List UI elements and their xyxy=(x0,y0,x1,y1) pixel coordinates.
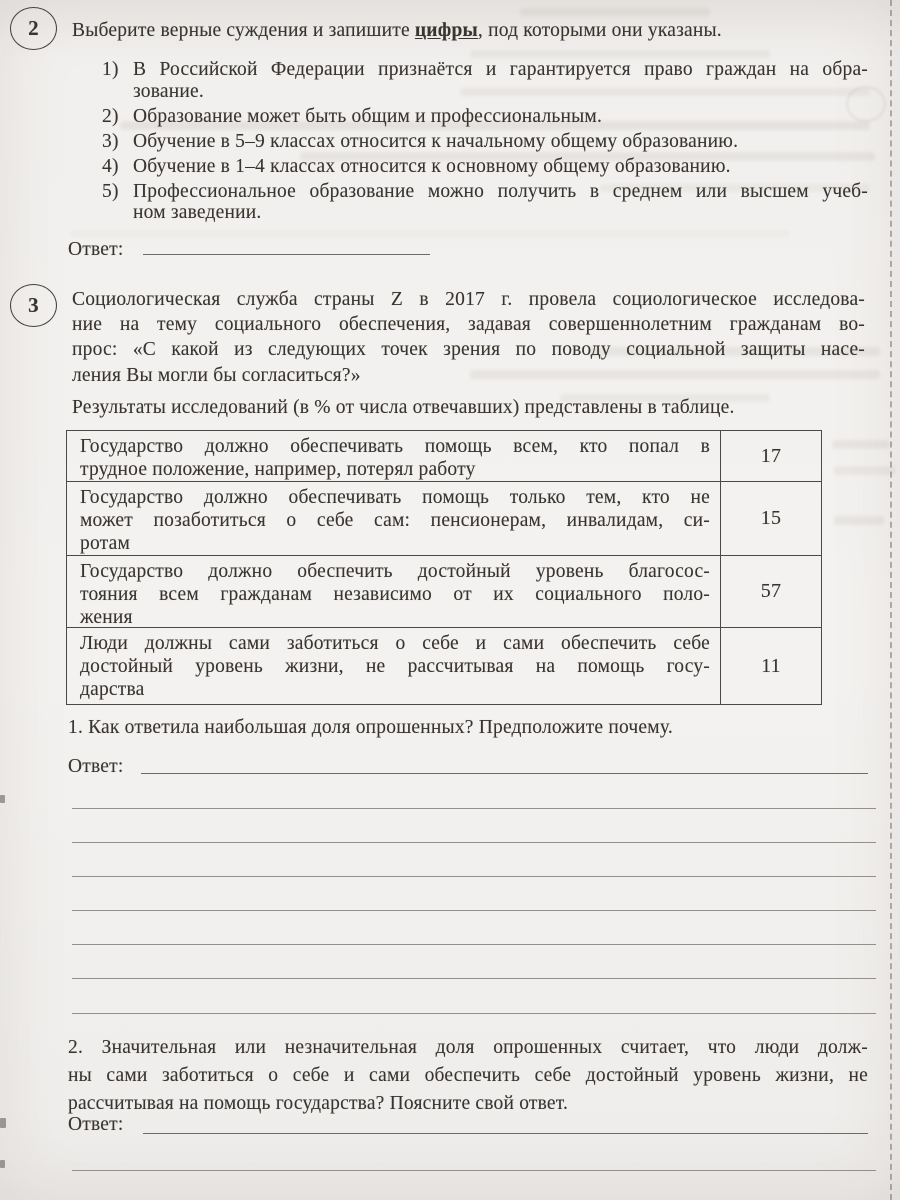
ruled-line xyxy=(72,944,876,945)
option-2-line: Образование может быть общим и профессиональным. xyxy=(133,105,603,127)
statement-cell xyxy=(67,482,720,555)
intro-line: Социологическая служба страны Z в 2017 г. провела социологическое исследова- xyxy=(72,289,865,310)
statement-line: Государство должно обеспечивать помощь только тем, кто не xyxy=(80,487,710,508)
value-cell xyxy=(720,556,821,627)
option-5-line: ном заведении. xyxy=(133,202,262,223)
scan-edge-mark xyxy=(0,1118,6,1128)
statement-cell xyxy=(67,556,720,627)
prompt-text-pre: Выберите верные суждения и запишите xyxy=(72,20,415,41)
answer-1-line xyxy=(141,773,868,774)
bleed-artifact xyxy=(834,466,896,475)
option-2-number: 2) xyxy=(102,105,119,127)
percent-value: 17 xyxy=(760,444,782,467)
option-5-line: Профессиональное образование можно получить в среднем или высшем учеб- xyxy=(133,180,868,202)
ruled-line xyxy=(72,910,876,911)
statement-line: Государство должно обеспечить достойный уровень благосос- xyxy=(80,561,710,582)
question-3-badge xyxy=(10,284,57,327)
intro-line: прос: «С какой из следующих точек зрения по поводу социальной защиты насе- xyxy=(72,339,865,361)
ruled-line xyxy=(72,1170,876,1171)
statement-line: ротам xyxy=(80,533,130,555)
statement-line: Государство должно обеспечивать помощь всем, кто попал в xyxy=(80,436,710,457)
sub-question-2-line: ны сами заботиться о себе и сами обеспечить себе достойный уровень жизни, не xyxy=(68,1065,868,1086)
bleed-artifact xyxy=(470,50,770,58)
value-cell xyxy=(720,628,821,704)
ruled-line xyxy=(72,978,876,979)
option-3-line: Обучение в 5–9 классах относится к начальному общему образованию. xyxy=(133,130,739,152)
question-2-badge xyxy=(10,7,57,50)
intro-line: ние на тему социального обеспечения, задавая совершеннолетним гражданам во- xyxy=(72,314,865,336)
option-3 xyxy=(72,131,868,153)
page-margin-dashed-line xyxy=(890,0,892,1200)
option-1 xyxy=(72,59,868,102)
statement-line: дарства xyxy=(80,679,145,701)
question-3-intro xyxy=(72,287,865,388)
bleed-artifact xyxy=(70,230,790,237)
results-table xyxy=(66,430,822,705)
answer-2-line xyxy=(143,1133,868,1134)
intro-line: ления Вы могли бы согласиться?» xyxy=(72,364,361,386)
option-1-line: В Российской Федерации признаётся и гарантируется право граждан на обра- xyxy=(133,59,868,80)
scan-edge-mark xyxy=(0,795,5,803)
answer-1-label: Ответ: xyxy=(68,756,124,777)
value-cell xyxy=(720,431,821,481)
table-caption: Результаты исследований (в % от числа отвечавших) представлены в таблице. xyxy=(72,397,735,418)
sub-question-1: 1. Как ответила наибольшая доля опрошенных? Предположите почему. xyxy=(68,717,673,738)
sub-question-2 xyxy=(68,1034,868,1118)
scan-edge-mark xyxy=(0,1160,5,1168)
prompt-keyword: цифры xyxy=(414,20,478,41)
bleed-artifact xyxy=(834,516,884,525)
statement-line: жения xyxy=(80,607,133,629)
option-2 xyxy=(72,106,868,128)
question-2-prompt xyxy=(72,20,868,42)
option-4-line: Обучение в 1–4 классах относится к основному общему образованию. xyxy=(133,155,731,177)
question-3-number: 3 xyxy=(28,293,39,317)
task2-answer-line xyxy=(143,254,430,255)
statement-cell xyxy=(67,431,720,481)
sub-question-2-line: 2. Значительная или незначительная доля опрошенных считает, что люди долж- xyxy=(68,1037,868,1058)
table-row xyxy=(67,481,821,555)
statement-line: может позаботиться о себе сам: пенсионерам, инвалидам, си- xyxy=(80,510,710,532)
percent-value: 11 xyxy=(761,654,781,677)
statement-line: Люди должны сами заботиться о себе и сами обеспечить себе xyxy=(80,633,710,654)
question-2-number: 2 xyxy=(28,16,39,40)
ruled-line xyxy=(72,1013,876,1014)
ruled-line xyxy=(72,876,876,877)
task2-answer-label: Ответ: xyxy=(68,239,124,260)
option-1-number: 1) xyxy=(102,59,119,80)
ruled-line xyxy=(72,842,876,843)
option-5-number: 5) xyxy=(102,180,119,202)
statement-line: достойный уровень жизни, не рассчитывая на помощь госу- xyxy=(80,656,710,678)
value-cell xyxy=(720,482,821,555)
option-4-number: 4) xyxy=(102,155,119,177)
prompt-text-post: , под которыми они указаны. xyxy=(477,20,722,41)
percent-value: 15 xyxy=(760,507,782,529)
statement-cell xyxy=(67,628,720,704)
options-list xyxy=(72,59,868,227)
bleed-artifact xyxy=(520,8,710,16)
statement-line: трудное положение, например, потерял работу xyxy=(80,459,476,481)
option-5 xyxy=(72,181,868,224)
table-row xyxy=(67,431,821,481)
bleed-artifact xyxy=(832,440,890,449)
answer-2-label: Ответ: xyxy=(68,1114,124,1135)
table-row xyxy=(67,555,821,627)
percent-value: 57 xyxy=(760,580,782,602)
ruled-line xyxy=(72,808,876,809)
option-3-number: 3) xyxy=(102,130,119,152)
table-row xyxy=(67,627,821,704)
statement-line: тояния всем гражданам независимо от их социального поло- xyxy=(80,584,710,606)
option-1-line: зование. xyxy=(133,80,204,102)
sub-question-2-line: рассчитывая на помощь государства? Поясните свой ответ. xyxy=(68,1093,569,1114)
option-4 xyxy=(72,156,868,178)
